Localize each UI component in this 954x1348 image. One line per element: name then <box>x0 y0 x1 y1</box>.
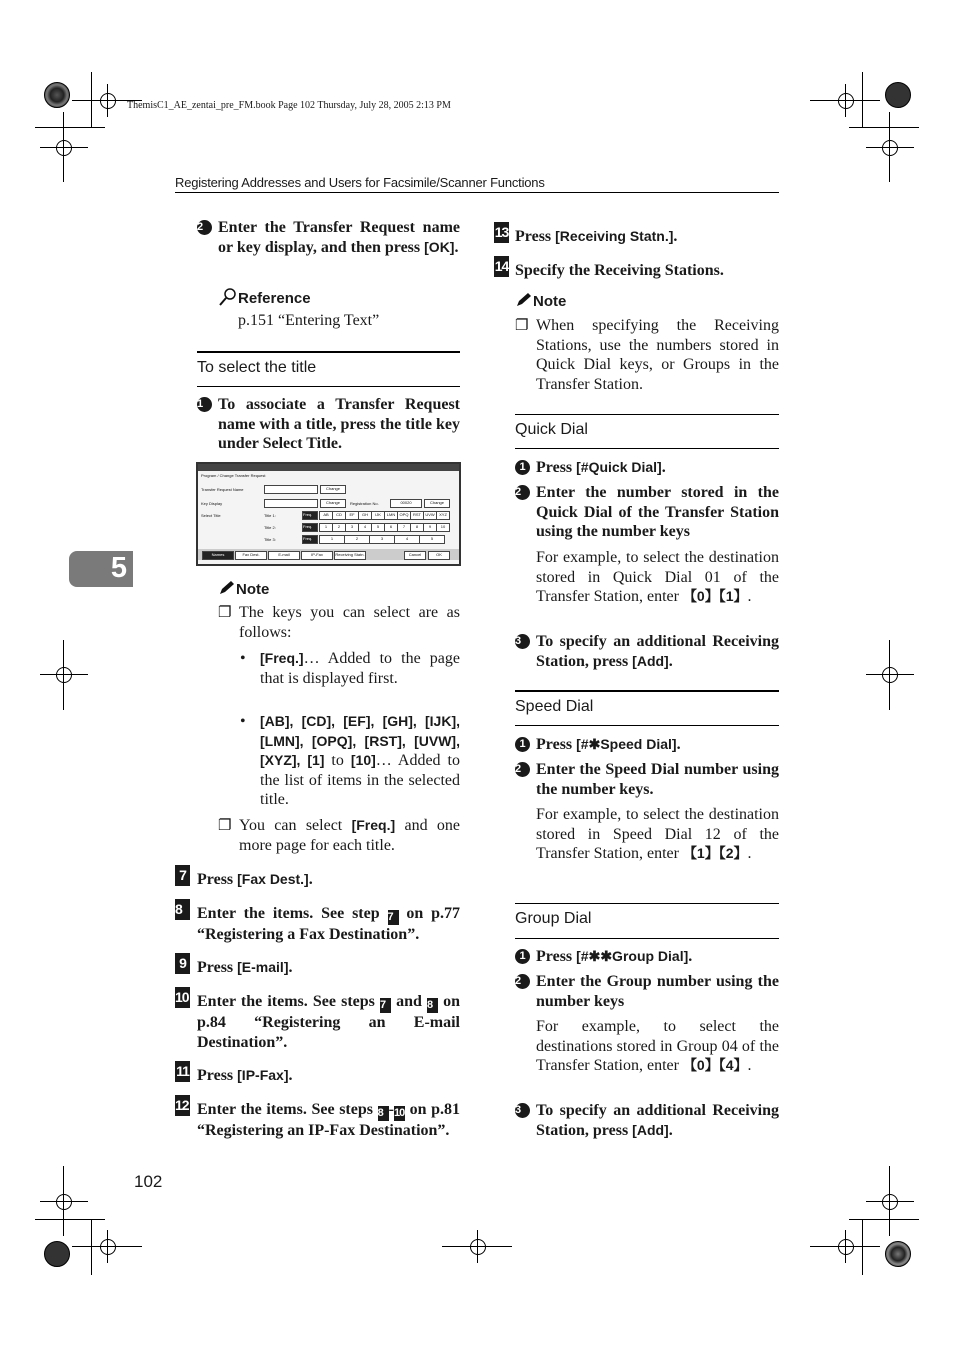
shot-key: UVW <box>423 511 437 520</box>
shot-key: 5 <box>419 535 445 544</box>
group-step-2: 2 Enter the Group number using the number keys <box>515 973 779 1010</box>
step-b: 2 Enter the Transfer Request name or key display, and then press [OK]. <box>197 219 460 256</box>
quick-step-2: 2 Enter the number stored in the Quick Dial of the Transfer Station using the number keys <box>515 484 779 540</box>
shot-key: 8 <box>410 523 424 532</box>
group-example: For example, to select the destinations stored in Group 04 of the Transfer Station, enter 【0】【4】. <box>536 1018 779 1074</box>
step-7: 7 Press [Fax Dest.]. <box>175 865 460 890</box>
shot-key: CD <box>332 511 346 520</box>
step-13: 13 Press [Receiving Statn.]. <box>494 224 678 245</box>
shot-key: EF <box>345 511 359 520</box>
step-10: 10 Enter the items. See steps 7 and 8 on p.84 “Registering an E-mail Destination”. <box>175 989 461 1051</box>
note-left: Note <box>218 580 269 599</box>
shot-key: 3 <box>369 535 395 544</box>
pencil-icon <box>515 292 533 308</box>
reference-block <box>218 288 379 331</box>
note-item-2: ❐ You can select [Freq.] and one more page for each title. <box>218 816 461 854</box>
shot-key: 4 <box>394 535 420 544</box>
shot-tab: E-mail <box>268 551 300 560</box>
shot-key: 10 <box>436 523 450 532</box>
shot-header: Program / Change Transfer Request <box>201 473 266 478</box>
chapter-tab <box>69 551 133 587</box>
reference-label: Reference <box>238 290 311 307</box>
shot-key: 4 <box>358 523 372 532</box>
note-bullet-2: • [AB], [CD], [EF], [GH], [IJK], [LMN], [OPQ], [RST], [UVW], [XYZ], [1] to [10]… Added to the list of items in the selected title. <box>240 713 460 808</box>
running-head: Registering Addresses and Users for Facsimile/Scanner Functions <box>175 175 545 190</box>
shot-key: XYZ <box>436 511 450 520</box>
speed-step-1: 1 Press [#✱Speed Dial]. <box>515 735 779 755</box>
shot-key: 2 <box>332 523 346 532</box>
shot-key: 3 <box>345 523 359 532</box>
speed-dial-title: Speed Dial <box>515 698 594 715</box>
shot-key: 6 <box>384 523 398 532</box>
step-14: 14 Specify the Receiving Stations. <box>494 258 724 279</box>
group-dial-title: Group Dial <box>515 910 592 927</box>
section-rule-top <box>197 351 460 353</box>
note-right-item: ❐ When specifying the Receiving Stations, use the numbers stored in Quick Dial keys, or Groups in the Transfer Station. <box>515 316 779 393</box>
shot-tab: Names <box>202 551 234 560</box>
speed-example: For example, to select the destination stored in Speed Dial 12 of the Transfer Station, enter 【1】【2】. <box>536 806 779 862</box>
quick-step-3: 3 To specify an additional Receiving Station, press [Add]. <box>515 633 779 670</box>
shot-key: RST <box>410 511 424 520</box>
quick-example: For example, to select the destination stored in Quick Dial 01 of the Transfer Station, enter 【0】【1】. <box>536 549 779 605</box>
shot-key: GH <box>358 511 372 520</box>
note-right: Note <box>515 292 566 311</box>
note-item-1: ❐ The keys you can select are as follows: <box>218 603 460 641</box>
shot-key: LMN <box>384 511 398 520</box>
note-bullet-1: • [Freq.]… Added to the page that is displayed first. <box>240 650 460 687</box>
speed-step-2: 2 Enter the Speed Dial number using the number keys. <box>515 761 779 798</box>
magnifier-icon <box>218 288 238 306</box>
group-step-3: 3 To specify an additional Receiving Station, press [Add]. <box>515 1102 779 1139</box>
step-a: 1 To associate a Transfer Request name with a title, press the title key under Select Title. <box>197 396 460 452</box>
shot-key: 1 <box>319 535 345 544</box>
section-title: To select the title <box>197 359 317 376</box>
shot-key: IJK <box>371 511 385 520</box>
shot-tab: Fax Dest. <box>235 551 267 560</box>
shot-key: 9 <box>423 523 437 532</box>
pencil-icon <box>218 580 236 596</box>
step-11: 11 Press [IP-Fax]. <box>176 1063 293 1084</box>
chapter-number: 5 <box>110 552 127 584</box>
shot-key: 7 <box>397 523 411 532</box>
quick-step-1: 1 Press [#Quick Dial]. <box>515 458 779 478</box>
step-number: 2 <box>197 220 212 235</box>
shot-key: 2 <box>344 535 370 544</box>
screenshot-transfer-request: Program / Change Transfer Request Transfer Request Name Change Key Display Change Registration No. 00020 Change Select Title Title 1: Title 2: Title 3: Freq. Freq. Freq. AB CD EF GH IJK LMN OPQ RST UVW XYZ 1 2 3 4 5 6 7 8 9 10 1 2 3 4 5 Names Fax Dest. E-mail IP-Fax Receiving Statn. Cancel OK <box>196 462 461 566</box>
shot-key: 1 <box>319 523 333 532</box>
section-rule-bottom <box>197 386 460 387</box>
shot-key: 5 <box>371 523 385 532</box>
step-12: 12 Enter the items. See steps 8 -10 on p.81 “Registering an IP-Fax Destination”. <box>175 1097 461 1139</box>
shot-tab: IP-Fax <box>301 551 333 560</box>
step-8: 8 Enter the items. See step 7 on p.77 “Registering a Fax Destination”. <box>175 901 461 943</box>
reference-text: p.151 “Entering Text” <box>238 312 380 329</box>
quick-dial-title: Quick Dial <box>515 421 588 438</box>
group-step-1: 1 Press [#✱✱Group Dial]. <box>515 947 779 967</box>
step-9: 9 Press [E-mail]. <box>175 953 460 978</box>
shot-key: AB <box>319 511 333 520</box>
file-info: ThemisC1_AE_zentai_pre_FM.book Page 102 Thursday, July 28, 2005 2:13 PM <box>127 100 451 111</box>
page-number: 102 <box>134 1172 163 1191</box>
shot-tab: Receiving Statn. <box>334 551 366 560</box>
shot-key: OPQ <box>397 511 411 520</box>
running-head-rule <box>175 192 779 193</box>
